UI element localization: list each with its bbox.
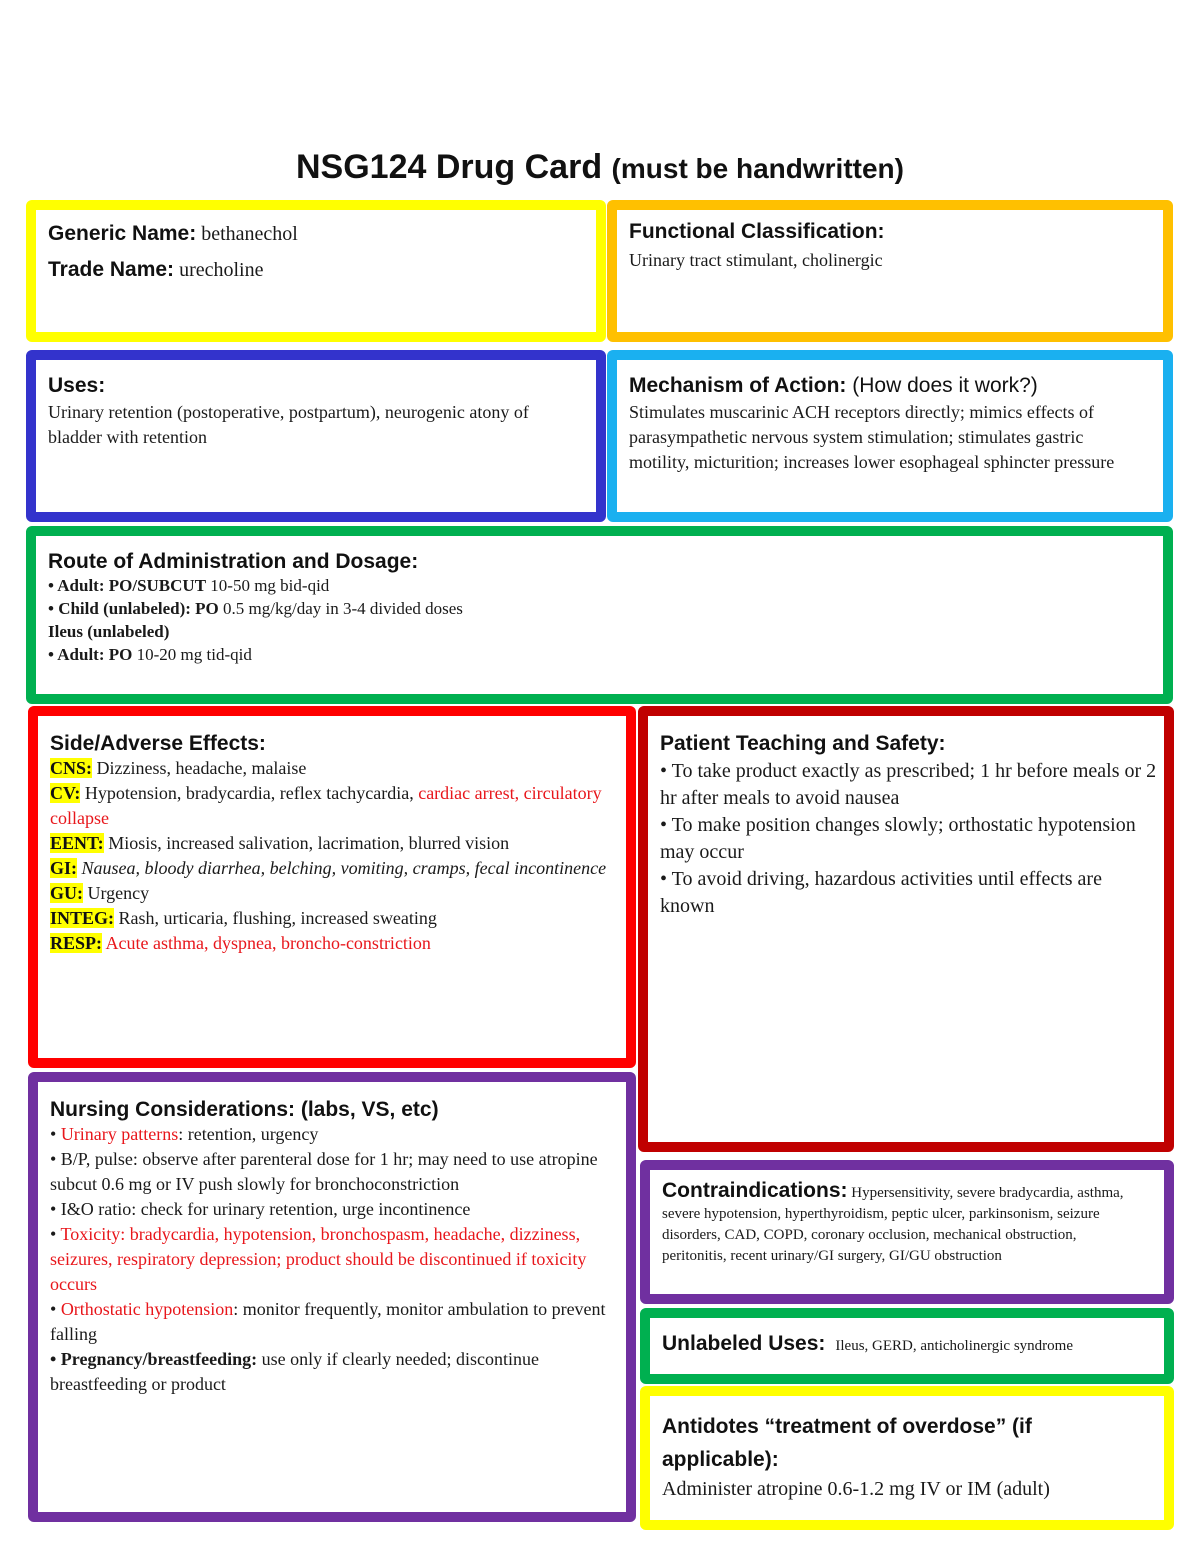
trade-name-label: Trade Name: — [48, 258, 175, 281]
contraindications-text: Hypersensitivity, severe bradycardia, asthma, severe hypotension, hyperthyroidism, peptic ulcer, parkinsonism, seizure disorders, CAD, COPD, coronary occlusion, mechanical obstruction, peritonitis, recent urinary/GI surgery, GI/GU obstruction — [662, 1185, 1124, 1264]
teaching-box — [638, 706, 1174, 1152]
names-box — [26, 200, 606, 342]
se-resp: RESP: Acute asthma, dyspnea, broncho-constriction — [50, 933, 431, 953]
nursing-item-toxicity: • Toxicity: bradycardia, hypotension, bronchospasm, headache, dizziness, seizures, respiratory depression; product should be discontinued if toxicity occurs — [50, 1224, 587, 1294]
uses-label: Uses: — [48, 374, 106, 397]
teaching-item: • To avoid driving, hazardous activities until effects are known — [660, 868, 1102, 917]
se-eent: EENT: Miosis, increased salivation, lacrimation, blurred vision — [50, 833, 510, 853]
unlabeled-label: Unlabeled Uses: — [662, 1332, 826, 1355]
classification-text: Urinary tract stimulant, cholinergic — [629, 250, 883, 270]
contraindications-label: Contraindications: — [662, 1179, 848, 1202]
route-line-adult: • Adult: PO/SUBCUT 10-50 mg bid-qid — [48, 576, 330, 595]
antidotes-label: Antidotes “treatment of overdose” (if applicable): — [662, 1415, 1032, 1471]
uses-box — [26, 350, 606, 522]
teaching-item: • To take product exactly as prescribed; 1 hr before meals or 2 hr after meals to avoid nausea — [660, 760, 1157, 809]
route-line-ileus: Ileus (unlabeled) — [48, 622, 170, 641]
generic-name-label: Generic Name: — [48, 222, 197, 245]
classification-box — [607, 200, 1173, 342]
side-effects-label: Side/Adverse Effects: — [50, 732, 266, 755]
route-line-ileus-adult: • Adult: PO 10-20 mg tid-qid — [48, 645, 252, 664]
se-gi: GI: Nausea, bloody diarrhea, belching, vomiting, cramps, fecal incontinence — [50, 858, 607, 878]
contraindications-box — [640, 1160, 1174, 1304]
classification-label: Functional Classification: — [629, 220, 885, 243]
se-cv: CV: Hypotension, bradycardia, reflex tachycardia, cardiac arrest, circulatory collapse — [50, 783, 602, 828]
antidotes-box — [640, 1386, 1174, 1530]
mechanism-label: Mechanism of Action: — [629, 374, 847, 397]
teaching-item: • To make position changes slowly; orthostatic hypotension may occur — [660, 814, 1136, 863]
route-box — [26, 526, 1173, 704]
mechanism-box — [607, 350, 1173, 522]
nursing-box — [28, 1072, 636, 1522]
nursing-item-bp: • B/P, pulse: observe after parenteral dose for 1 hr; may need to use atropine subcut 0.6 mg or IV push slowly for bronchoconstriction — [50, 1149, 598, 1194]
nursing-item-pregnancy: • Pregnancy/breastfeeding: use only if clearly needed; discontinue breastfeeding or product — [50, 1349, 540, 1394]
teaching-label: Patient Teaching and Safety: — [660, 732, 946, 755]
mechanism-text: Stimulates muscarinic ACH receptors directly; mimics effects of parasympathetic nervous system stimulation; stimulates gastric motility, micturition; increases lower esophageal sphincter pressure — [629, 402, 1115, 472]
nursing-item-orthostatic: • Orthostatic hypotension: monitor frequently, monitor ambulation to prevent falling — [50, 1299, 606, 1344]
trade-name-value: urecholine — [179, 259, 264, 281]
uses-text: Urinary retention (postoperative, postpartum), neurogenic atony of bladder with retention — [48, 402, 529, 447]
route-line-child: • Child (unlabeled): PO 0.5 mg/kg/day in 3-4 divided doses — [48, 599, 463, 618]
route-label: Route of Administration and Dosage: — [48, 550, 419, 573]
title-sub: (must be handwritten) — [611, 153, 904, 184]
se-cns: CNS: Dizziness, headache, malaise — [50, 758, 307, 778]
nursing-label: Nursing Considerations: (labs, VS, etc) — [50, 1098, 439, 1121]
mechanism-label-note: (How does it work?) — [852, 374, 1038, 397]
antidotes-text: Administer atropine 0.6-1.2 mg IV or IM (adult) — [662, 1478, 1050, 1500]
unlabeled-text: Ileus, GERD, anticholinergic syndrome — [835, 1338, 1073, 1354]
se-integ: INTEG: Rash, urticaria, flushing, increased sweating — [50, 908, 437, 928]
side-effects-box — [28, 706, 636, 1068]
title-main: NSG124 Drug Card — [296, 148, 603, 186]
generic-name-value: bethanechol — [201, 223, 298, 245]
nursing-item-urinary: • Urinary patterns: retention, urgency — [50, 1124, 319, 1144]
se-gu: GU: Urgency — [50, 883, 150, 903]
nursing-item-io: • I&O ratio: check for urinary retention, urge incontinence — [50, 1199, 471, 1219]
unlabeled-box — [640, 1308, 1174, 1384]
page-title — [0, 148, 1200, 187]
